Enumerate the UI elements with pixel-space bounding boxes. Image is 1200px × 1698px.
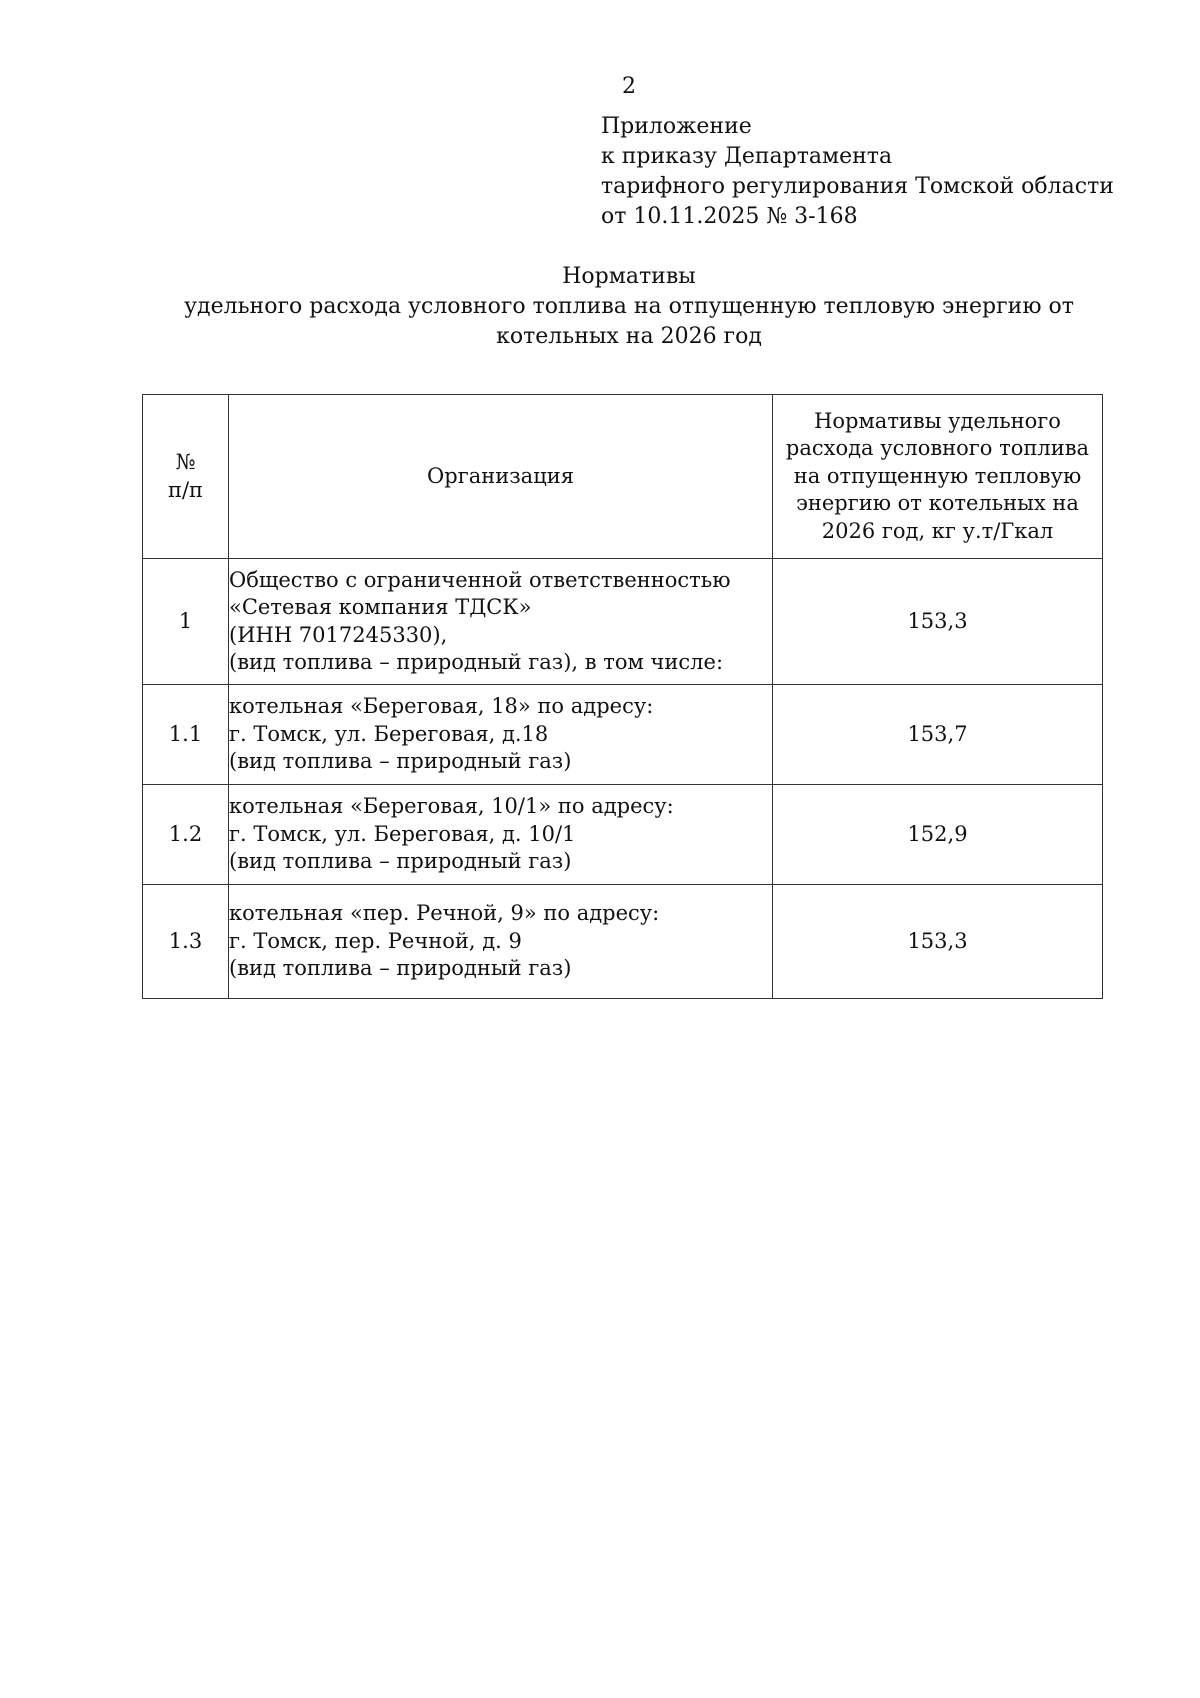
title-line: Нормативы xyxy=(562,264,696,289)
org-line: (ИНН 7017245330), xyxy=(229,622,448,647)
row-organization xyxy=(229,885,773,999)
row-norm-value: 153,7 xyxy=(773,685,1103,785)
row-number: 1 xyxy=(143,559,229,685)
org-line: котельная «Береговая, 18» по адресу: xyxy=(229,694,654,719)
org-line: г. Томск, ул. Береговая, д.18 xyxy=(229,721,549,746)
page-number: 2 xyxy=(622,74,636,99)
row-organization xyxy=(229,685,773,785)
header-value-line: 2026 год, кг у.т/Гкал xyxy=(821,518,1054,543)
row-organization xyxy=(229,785,773,885)
document-title xyxy=(0,262,1200,352)
org-line: котельная «Береговая, 10/1» по адресу: xyxy=(229,794,674,819)
header-value-line: расхода условного топлива xyxy=(785,436,1090,461)
org-line: г. Томск, ул. Береговая, д. 10/1 xyxy=(229,821,576,846)
norms-table xyxy=(142,394,1103,999)
header-number-line: п/п xyxy=(167,477,204,502)
header-value-line: на отпущенную тепловую xyxy=(793,463,1082,488)
title-line: котельных на 2026 год xyxy=(496,324,762,349)
row-norm-value: 153,3 xyxy=(773,559,1103,685)
row-norm-value: 153,3 xyxy=(773,885,1103,999)
appendix-line: тарифного регулирования Томской области xyxy=(601,174,1114,199)
table-header-row xyxy=(143,395,1103,559)
title-line: удельного расхода условного топлива на отпущенную тепловую энергию от xyxy=(184,294,1074,319)
row-number: 1.1 xyxy=(143,685,229,785)
appendix-line: Приложение xyxy=(601,114,752,139)
header-value-line: Нормативы удельного xyxy=(814,408,1061,433)
header-value-line: энергию от котельных на xyxy=(796,491,1079,516)
header-norm-value xyxy=(773,395,1103,559)
org-line: Общество с ограниченной ответственностью xyxy=(229,567,731,592)
header-number xyxy=(143,395,229,559)
table-row xyxy=(143,785,1103,885)
header-number-line: № xyxy=(175,450,196,474)
table-row xyxy=(143,885,1103,999)
header-organization: Организация xyxy=(229,395,773,559)
table-row xyxy=(143,559,1103,685)
row-organization xyxy=(229,559,773,685)
org-line: г. Томск, пер. Речной, д. 9 xyxy=(229,928,522,953)
row-norm-value: 152,9 xyxy=(773,785,1103,885)
org-line: (вид топлива – природный газ) xyxy=(229,956,572,981)
org-line: котельная «пер. Речной, 9» по адресу: xyxy=(229,901,660,926)
row-number: 1.2 xyxy=(143,785,229,885)
org-line: «Сетевая компания ТДСК» xyxy=(229,595,532,619)
appendix-line: к приказу Департамента xyxy=(601,144,893,169)
row-number: 1.3 xyxy=(143,885,229,999)
appendix-header xyxy=(601,112,1114,232)
appendix-line: от 10.11.2025 № 3-168 xyxy=(601,204,858,229)
org-line: (вид топлива – природный газ) xyxy=(229,849,572,874)
org-line: (вид топлива – природный газ) xyxy=(229,749,572,774)
table-row xyxy=(143,685,1103,785)
org-line: (вид топлива – природный газ), в том числе: xyxy=(229,650,724,674)
